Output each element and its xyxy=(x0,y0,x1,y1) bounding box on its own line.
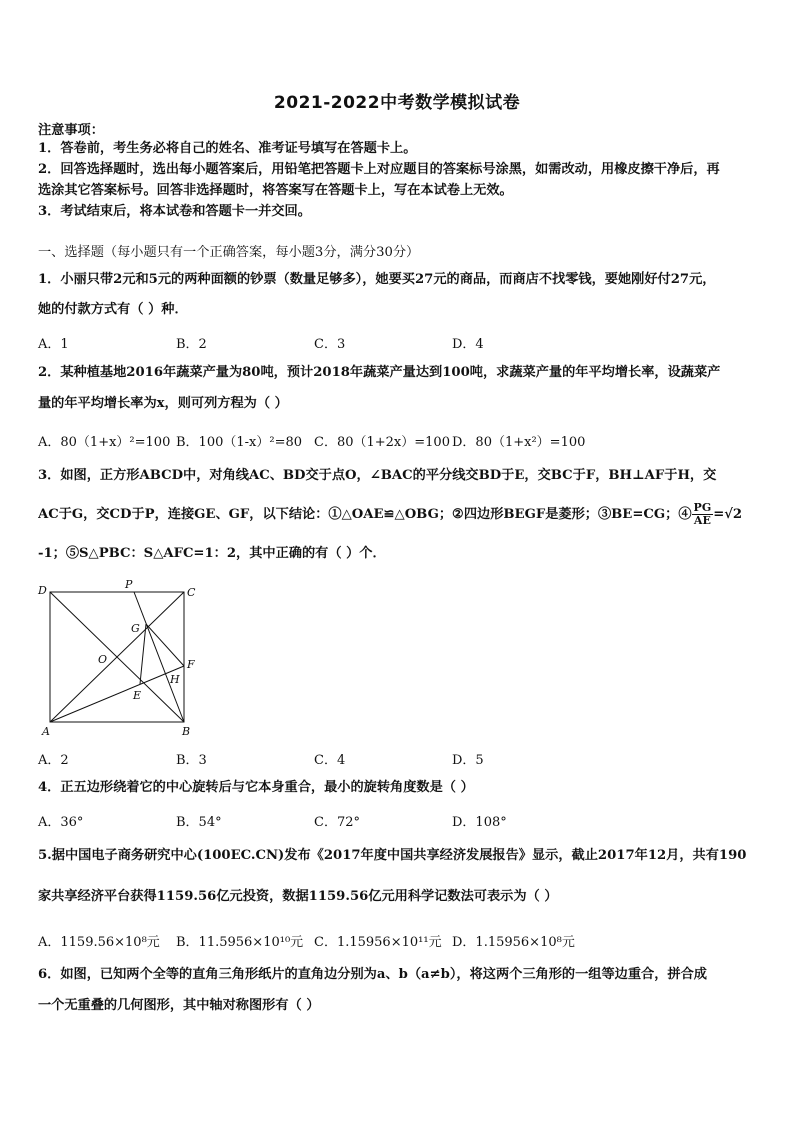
q4-option-d: D．108° xyxy=(452,815,507,830)
q2-options xyxy=(38,431,760,449)
q1-option-d: D．4 xyxy=(452,337,484,352)
segment-gf xyxy=(146,624,184,666)
bisector-af xyxy=(50,666,184,722)
label-p: P xyxy=(125,580,133,591)
q2-option-b: B．100（1-x）²=80 xyxy=(176,435,303,450)
q3-line2 xyxy=(38,500,760,530)
label-c: C xyxy=(187,586,196,599)
label-b: B xyxy=(182,725,191,738)
q3-line2-text: AC于G，交CD于P，连接GE、GF，以下结论：①△OAE≌△OBG；②四边形BEGF是菱形；③BE=CG；④ xyxy=(38,507,692,522)
q3-option-d: D．5 xyxy=(452,753,484,768)
q2-line2: 量的年平均增长率为x，则可列方程为（ ） xyxy=(38,396,288,411)
notice-item-3: 3．考试结束后，将本试卷和答题卡一并交回。 xyxy=(38,204,311,219)
notice-item-2: 2．回答选择题时，选出每小题答案后，用铅笔把答题卡上对应题目的答案标号涂黑，如需改动，用橡皮擦干净后，再 xyxy=(38,162,720,177)
label-f: F xyxy=(187,658,195,671)
q4-option-c: C．72° xyxy=(314,815,360,830)
q5-option-c: C．1.15956×10¹¹元 xyxy=(314,935,442,950)
page-title: 2021-2022中考数学模拟试卷 xyxy=(273,93,521,113)
q3-line2-tail: =√2 xyxy=(713,507,743,522)
q2-option-a: A．80（1+x）²=100 xyxy=(38,435,171,450)
q1-option-b: B．2 xyxy=(176,337,207,352)
label-g: G xyxy=(131,622,140,635)
q4-line1: 4．正五边形绕着它的中心旋转后与它本身重合，最小的旋转角度数是（ ） xyxy=(38,780,474,795)
q3-fraction xyxy=(692,502,714,527)
q3-line3: -1；⑤S△PBC：S△AFC=1：2，其中正确的有（ ）个． xyxy=(38,546,386,561)
q1-options xyxy=(38,333,760,351)
q5-option-d: D．1.15956×10⁸元 xyxy=(452,935,575,950)
q1-option-a: A．1 xyxy=(38,337,69,352)
label-d: D xyxy=(38,584,47,597)
q3-option-a: A．2 xyxy=(38,753,69,768)
q5-line1: 5.据中国电子商务研究中心(100EC.CN)发布《2017年度中国共享经济发展报告》显示，截止2017年12月，共有190 xyxy=(38,848,747,863)
q3-square-figure xyxy=(36,580,206,740)
q4-options xyxy=(38,811,760,829)
q3-line1: 3．如图，正方形ABCD中，对角线AC、BD交于点O，∠BAC的平分线交BD于E，交BC于F，BH⊥AF于H，交 xyxy=(38,468,717,483)
q3-option-c: C．4 xyxy=(314,753,346,768)
q6-line2: 一个无重叠的几何图形，其中轴对称图形有（ ） xyxy=(38,998,320,1013)
label-o: O xyxy=(98,653,108,666)
label-a: A xyxy=(42,725,50,738)
q6-line1: 6．如图，已知两个全等的直角三角形纸片的直角边分别为a、b（a≠b），将这两个三角形的一组等边重合，拼合成 xyxy=(38,967,707,982)
q3-fraction-numerator: PG xyxy=(693,501,712,514)
q2-line1: 2．某种植基地2016年蔬菜产量为80吨，预计2018年蔬菜产量达到100吨，求蔬菜产量的年平均增长率，设蔬菜产 xyxy=(38,365,721,380)
label-h: H xyxy=(170,673,180,686)
q1-line2: 她的付款方式有（ ）种． xyxy=(38,302,188,317)
notice-item-2-cont: 选涂其它答案标号。回答非选择题时，将答案写在答题卡上，写在本试卷上无效。 xyxy=(38,183,513,198)
notice-item-1: 1．答卷前，考生务必将自己的姓名、准考证号填写在答题卡上。 xyxy=(38,141,417,156)
q3-option-b: B．3 xyxy=(176,753,207,768)
notice-heading: 注意事项： xyxy=(38,123,104,138)
q2-option-c: C．80（1+2x）=100 xyxy=(314,435,450,450)
q4-option-b: B．54° xyxy=(176,815,222,830)
q3-options xyxy=(38,749,760,767)
q4-option-a: A．36° xyxy=(38,815,84,830)
q5-line2: 家共享经济平台获得1159.56亿元投资，数据1159.56亿元用科学记数法可表示为（ ） xyxy=(38,889,558,904)
q1-option-c: C．3 xyxy=(314,337,346,352)
q5-option-b: B．11.5956×10¹⁰元 xyxy=(176,935,304,950)
q2-option-d: D．80（1+x²）=100 xyxy=(452,435,586,450)
label-e: E xyxy=(133,689,142,702)
q5-option-a: A．1159.56×10⁸元 xyxy=(38,935,160,950)
segment-ge xyxy=(140,624,146,684)
q1-line1: 1．小丽只带2元和5元的两种面额的钞票（数量足够多），她要买27元的商品，而商店不找零钱，要她刚好付27元， xyxy=(38,272,716,287)
q5-options xyxy=(38,931,760,949)
q3-fraction-denominator: AE xyxy=(693,514,711,527)
section-heading: 一、选择题（每小题只有一个正确答案，每小题3分，满分30分） xyxy=(38,245,420,260)
